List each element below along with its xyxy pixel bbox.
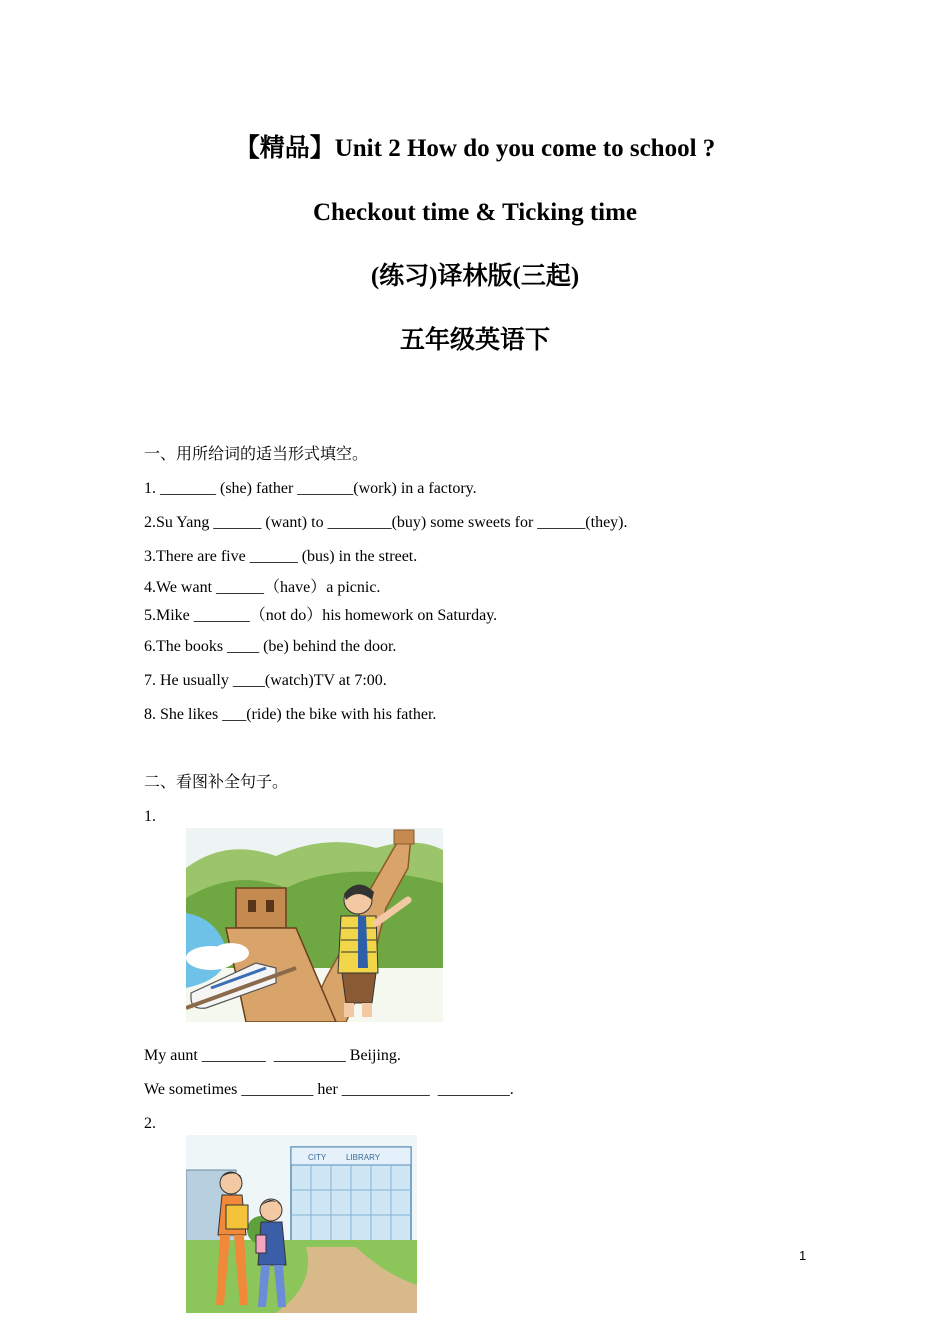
exercise-item-7: 7. He usually ____(watch)TV at 7:00. — [144, 672, 387, 689]
city-library-illustration — [186, 1135, 417, 1313]
great-wall-illustration — [186, 828, 443, 1022]
sign-text-city: CITY — [308, 1153, 327, 1162]
exercise-item-4: 4.We want ______（have）a picnic. — [144, 579, 381, 596]
section2-heading: 二、看图补全句子。 — [144, 774, 289, 791]
section1-heading: 一、用所给词的适当形式填空。 — [144, 446, 369, 463]
title-line-3: (练习)译林版(三起) — [370, 263, 580, 290]
sign-text-library: LIBRARY — [346, 1153, 381, 1162]
question-1-sentence-1: My aunt ________ _________ Beijing. — [144, 1047, 401, 1064]
title-line-2: Checkout time & Ticking time — [312, 199, 638, 226]
title-line-1: 【精品】Unit 2 How do you come to school ? — [234, 135, 716, 162]
title-line-4: 五年级英语下 — [399, 327, 550, 354]
exercise-item-6: 6.The books ____ (be) behind the door. — [144, 638, 397, 655]
question-2-number: 2. — [144, 1115, 156, 1132]
exercise-item-2: 2.Su Yang ______ (want) to ________(buy) some sweets for ______(they). — [144, 514, 628, 531]
exercise-item-5: 5.Mike _______（not do）his homework on Saturday. — [144, 607, 498, 624]
exercise-item-3: 3.There are five ______ (bus) in the street. — [144, 548, 418, 565]
question-1-number: 1. — [144, 808, 156, 825]
exercise-item-8: 8. She likes ___(ride) the bike with his father. — [144, 706, 437, 723]
page-number: 1 — [799, 1248, 807, 1263]
exercise-item-1: 1. _______ (she) father _______(work) in a factory. — [144, 480, 477, 497]
question-1-sentence-2: We sometimes _________ her ___________ _________. — [144, 1081, 514, 1098]
